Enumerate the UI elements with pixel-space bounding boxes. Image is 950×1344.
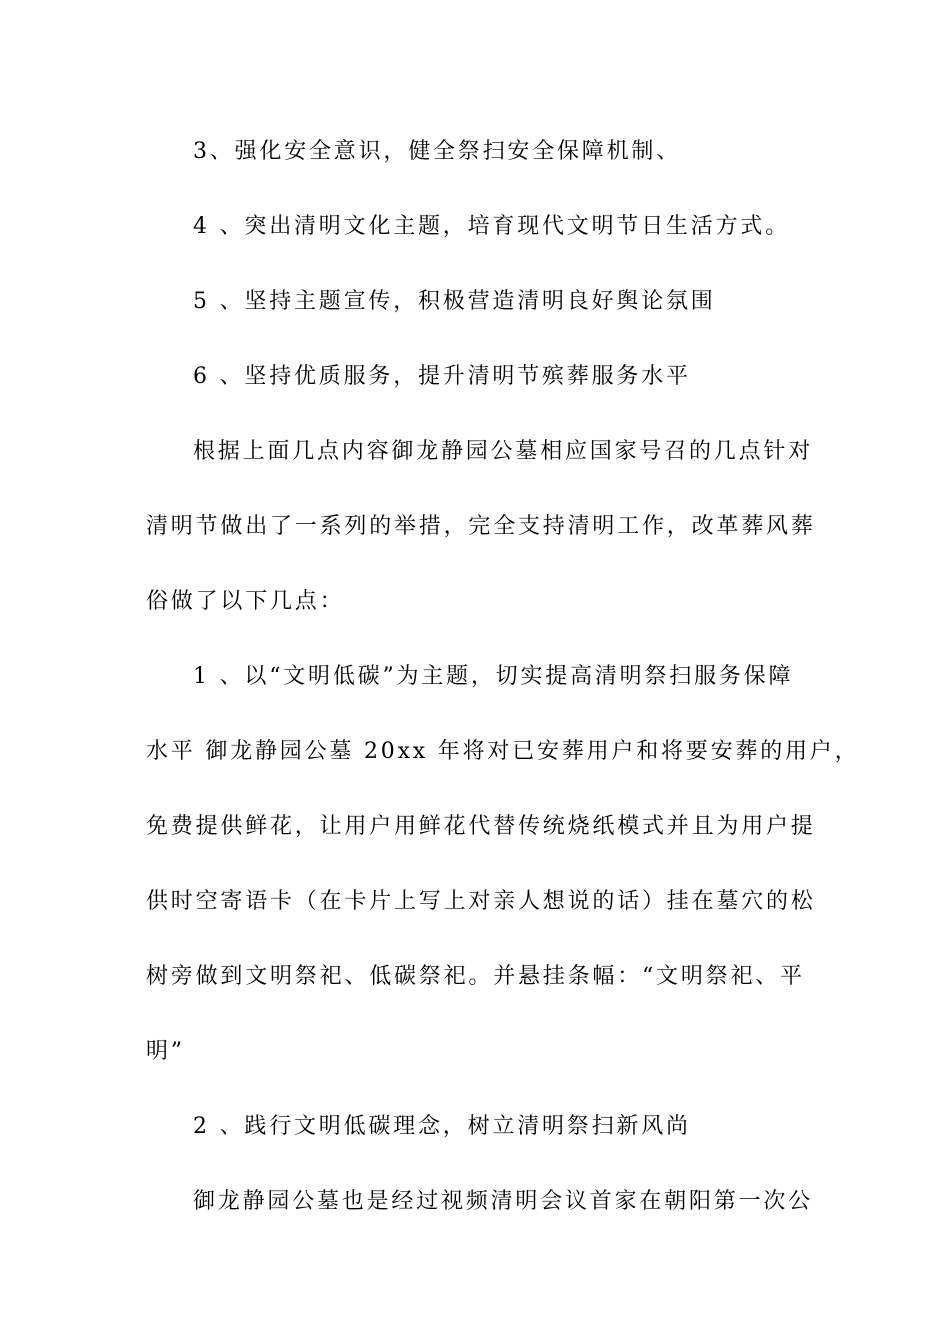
paragraph-line: 清明节做出了一系列的举措，完全支持清明工作，改革葬风葬 (146, 514, 816, 539)
text-line-item-6: 6 、坚持优质服务，提升清明节殡葬服务水平 (193, 364, 691, 389)
text-line-item-5: 5 、坚持主题宣传，积极营造清明良好舆论氛围 (193, 289, 716, 314)
paragraph-line: 根据上面几点内容御龙静园公墓相应国家号召的几点针对 (193, 439, 814, 464)
paragraph-line: 御龙静园公墓也是经过视频清明会议首家在朝阳第一次公 (193, 1189, 814, 1214)
paragraph-line: 明” (146, 1039, 185, 1064)
subheading-line-2: 2 、践行文明低碳理念，树立清明祭扫新风尚 (193, 1114, 691, 1139)
paragraph-line: 水平 御龙静园公墓 20xx 年将对已安葬用户和将要安葬的用户， (146, 739, 860, 764)
text-line-item-3: 3、强化安全意识，健全祭扫安全保障机制、 (193, 139, 681, 164)
text-line-item-4: 4 、突出清明文化主题，培育现代文明节日生活方式。 (193, 214, 790, 239)
paragraph-line: 俗做了以下几点： (146, 589, 345, 614)
paragraph-line: 免费提供鲜花，让用户用鲜花代替传统烧纸模式并且为用户提 (146, 814, 816, 839)
subheading-line-1: 1 、以“文明低碳”为主题，切实提高清明祭扫服务保障 (193, 664, 794, 689)
paragraph-line: 供时空寄语卡（在卡片上写上对亲人想说的话）挂在墓穴的松 (146, 889, 816, 914)
paragraph-line: 树旁做到文明祭祀、低碳祭祀。并悬挂条幅：“文明祭祀、平 (146, 964, 805, 989)
